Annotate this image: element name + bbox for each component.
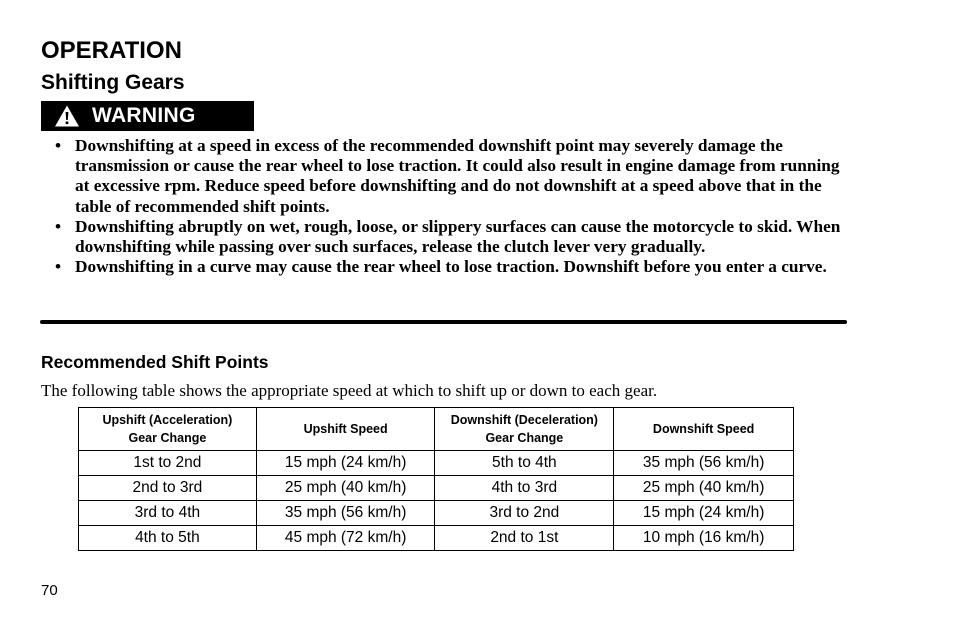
- table-cell: 35 mph (56 km/h): [614, 451, 794, 476]
- column-header: Downshift Speed: [614, 408, 794, 451]
- warning-item-text: Downshifting in a curve may cause the rear wheel to lose traction. Downshift before you enter a curve.: [75, 257, 827, 277]
- table-cell: 4th to 5th: [79, 526, 257, 551]
- section-title: Shifting Gears: [41, 71, 185, 94]
- column-header: Downshift (Deceleration) Gear Change: [435, 408, 614, 451]
- bullet-icon: •: [55, 136, 62, 155]
- table-cell: 2nd to 1st: [435, 526, 614, 551]
- warning-label: WARNING: [92, 104, 196, 127]
- shift-points-table: [78, 407, 794, 551]
- warning-divider: [40, 320, 847, 324]
- page-number: 70: [41, 582, 58, 599]
- intro-paragraph: The following table shows the appropriate speed at which to shift up or down to each gear.: [41, 381, 658, 400]
- table-cell: 10 mph (16 km/h): [614, 526, 794, 551]
- table-row: [79, 451, 794, 476]
- table-cell: 2nd to 3rd: [79, 476, 257, 501]
- bullet-icon: •: [55, 216, 62, 236]
- table-row: [79, 526, 794, 551]
- column-header: Upshift Speed: [256, 408, 435, 451]
- table-cell: 4th to 3rd: [435, 476, 614, 501]
- table-cell: 1st to 2nd: [79, 451, 257, 476]
- table-cell: 35 mph (56 km/h): [256, 501, 435, 526]
- column-header: Upshift (Acceleration) Gear Change: [79, 408, 257, 451]
- warning-item-text: Downshifting at a speed in excess of the recommended downshift point may severely damage the transmission or cause the rear wheel to lose traction. It could also result in engine damage from running at excessive rpm. Reduce speed before downshifting and do not downshift at a speed above that in the table of recommended shift points.: [75, 136, 840, 216]
- warning-item-text: Downshifting abruptly on wet, rough, loose, or slippery surfaces can cause the motorcycle to skid. When downshifting while passing over such surfaces, release the clutch lever very gradually.: [75, 216, 841, 257]
- subsection-title: Recommended Shift Points: [41, 352, 269, 372]
- table-cell: 45 mph (72 km/h): [256, 526, 435, 551]
- table-header-row: [79, 408, 794, 451]
- warning-banner: [41, 101, 254, 131]
- bullet-icon: •: [55, 257, 62, 277]
- table-row: [79, 476, 794, 501]
- page-title: OPERATION: [41, 37, 182, 64]
- warning-list: [41, 136, 841, 277]
- warning-item: [41, 217, 841, 257]
- table-cell: 15 mph (24 km/h): [256, 451, 435, 476]
- table-cell: 15 mph (24 km/h): [614, 501, 794, 526]
- warning-item: [41, 136, 841, 217]
- warning-triangle-icon: [54, 104, 80, 128]
- table-row: [79, 501, 794, 526]
- table-cell: 25 mph (40 km/h): [614, 476, 794, 501]
- table-cell: 5th to 4th: [435, 451, 614, 476]
- table-cell: 3rd to 4th: [79, 501, 257, 526]
- table-cell: 25 mph (40 km/h): [256, 476, 435, 501]
- warning-item: [41, 257, 841, 277]
- table-cell: 3rd to 2nd: [435, 501, 614, 526]
